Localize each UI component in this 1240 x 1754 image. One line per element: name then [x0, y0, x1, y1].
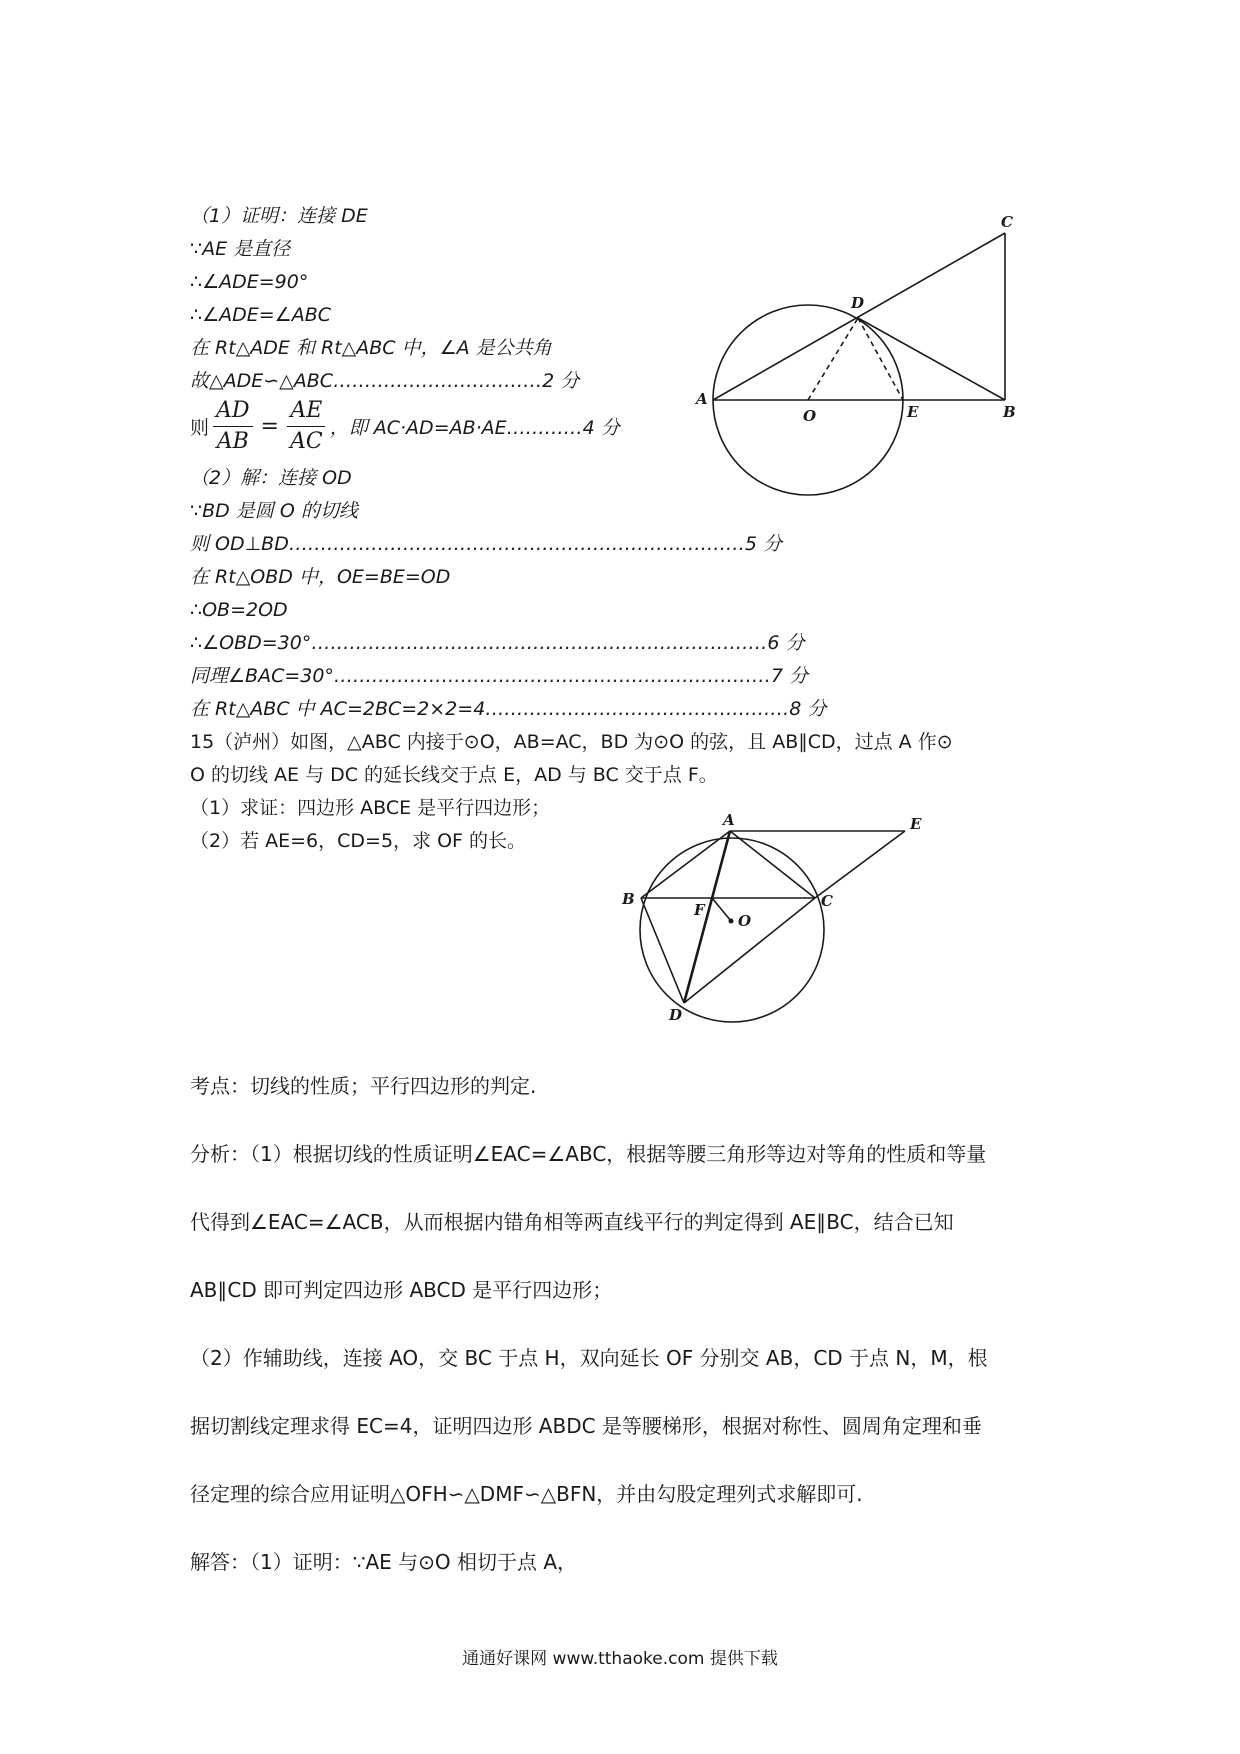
analysis-line-5: 据切割线定理求得 EC=4，证明四边形 ABDC 是等腰梯形，根据对称性、圆周角定理和垂: [190, 1414, 982, 1438]
figure-1-geometry: [680, 200, 1040, 510]
fig1-label-c: C: [1001, 213, 1013, 231]
problem-15-line-1: 15（泸州）如图，△ABC 内接于⊙O，AB=AC，BD 为⊙O 的弦，且 AB∥CD，过点 A 作⊙: [190, 731, 953, 753]
solution-line-3: 则 OD⊥BD………………………………………………………………5 分: [190, 533, 782, 555]
solution-line-7: 同理∠BAC=30°……………………………………………………………7 分: [190, 665, 809, 687]
fraction-1-denominator: AB: [216, 428, 249, 454]
solution-line-8: 在 Rt△ABC 中 AC=2BC=2×2=4…………………………………………8 分: [190, 698, 827, 720]
fig2-label-c: C: [821, 892, 833, 910]
kaodian-line: 考点：切线的性质；平行四边形的判定.: [190, 1074, 537, 1098]
fraction-prefix: 则: [190, 416, 210, 439]
fig2-label-f: F: [694, 901, 705, 919]
proof-line-5: 在 Rt△ADE 和 Rt△ABC 中，∠A 是公共角: [190, 337, 552, 359]
fraction-suffix: ，即 AC·AD=AB·AE…………4 分: [329, 416, 620, 439]
fig2-point-o: [729, 919, 734, 924]
fig1-label-d: D: [851, 294, 865, 312]
fig1-line-od-dashed: [808, 318, 858, 400]
fig2-label-d: D: [669, 1006, 683, 1024]
fig2-line-ad: [684, 831, 730, 1003]
fig2-line-ac: [730, 831, 815, 898]
solution-line-2: ∵BD 是圆 O 的切线: [190, 500, 358, 522]
solution-line-5: ∴OB=2OD: [190, 599, 288, 621]
fraction-2-numerator: AE: [287, 397, 325, 427]
equals-sign: =: [260, 413, 279, 439]
proof-line-3: ∴∠ADE=90°: [190, 271, 309, 293]
fig2-label-e: E: [910, 815, 922, 833]
solution-line-6: ∴∠OBD=30°………………………………………………………………6 分: [190, 632, 805, 654]
fig1-label-a: A: [696, 390, 708, 408]
fraction-ad-ab: [213, 397, 253, 456]
fig2-label-b: B: [622, 890, 635, 908]
proof-line-6: 故△ADE∽△ABC……………………………2 分: [190, 370, 580, 392]
analysis-line-2: 代得到∠EAC=∠ACB，从而根据内错角相等两直线平行的判定得到 AE∥BC，结合已知: [190, 1210, 954, 1234]
fraction-2-denominator: AC: [289, 428, 323, 454]
fig2-line-fo: [712, 898, 731, 921]
problem-15-line-4: （2）若 AE=6，CD=5，求 OF 的长。: [190, 830, 527, 852]
proof-line-1: （1）证明：连接 DE: [190, 205, 368, 227]
problem-15-line-3: （1）求证：四边形 ABCE 是平行四边形；: [190, 797, 551, 819]
page-footer: 通通好课网 www.tthaoke.com 提供下载: [462, 1649, 778, 1669]
analysis-line-4: （2）作辅助线，连接 AO，交 BC 于点 H，双向延长 OF 分别交 AB，CD 于点 N，M，根: [190, 1346, 988, 1370]
problem-15-line-2: O 的切线 AE 与 DC 的延长线交于点 E，AD 与 BC 交于点 F。: [190, 764, 718, 786]
analysis-line-1: 分析：（1）根据切线的性质证明∠EAC=∠ABC，根据等腰三角形等边对等角的性质和等量: [190, 1142, 987, 1166]
proof-line-4: ∴∠ADE=∠ABC: [190, 304, 332, 326]
fraction-1-numerator: AD: [213, 397, 253, 427]
fig2-label-o: O: [738, 912, 752, 930]
analysis-line-6: 径定理的综合应用证明△OFH∽△DMF∽△BFN，并由勾股定理列式求解即可.: [190, 1482, 863, 1506]
fraction-ae-ac: [287, 397, 326, 456]
proof-line-2: ∵AE 是直径: [190, 238, 291, 260]
fig1-label-e: E: [907, 403, 919, 421]
fig1-label-b: B: [1003, 403, 1016, 421]
solution-line-4: 在 Rt△OBD 中，OE=BE=OD: [190, 566, 451, 588]
fig2-circle: [640, 838, 824, 1022]
analysis-line-3: AB∥CD 即可判定四边形 ABCD 是平行四边形；: [190, 1278, 613, 1302]
fig2-line-ab: [641, 831, 730, 898]
fig2-line-bd: [641, 898, 684, 1003]
solution-line-1: （2）解：连接 OD: [190, 467, 352, 489]
fig1-label-o: O: [803, 407, 817, 425]
fraction-equation: [190, 393, 620, 459]
fig2-label-a: A: [723, 811, 735, 829]
fig2-line-ce: [815, 831, 905, 898]
figure-2-geometry: [600, 805, 950, 1035]
answer-line-1: 解答：（1）证明：∵AE 与⊙O 相切于点 A，: [190, 1550, 578, 1574]
